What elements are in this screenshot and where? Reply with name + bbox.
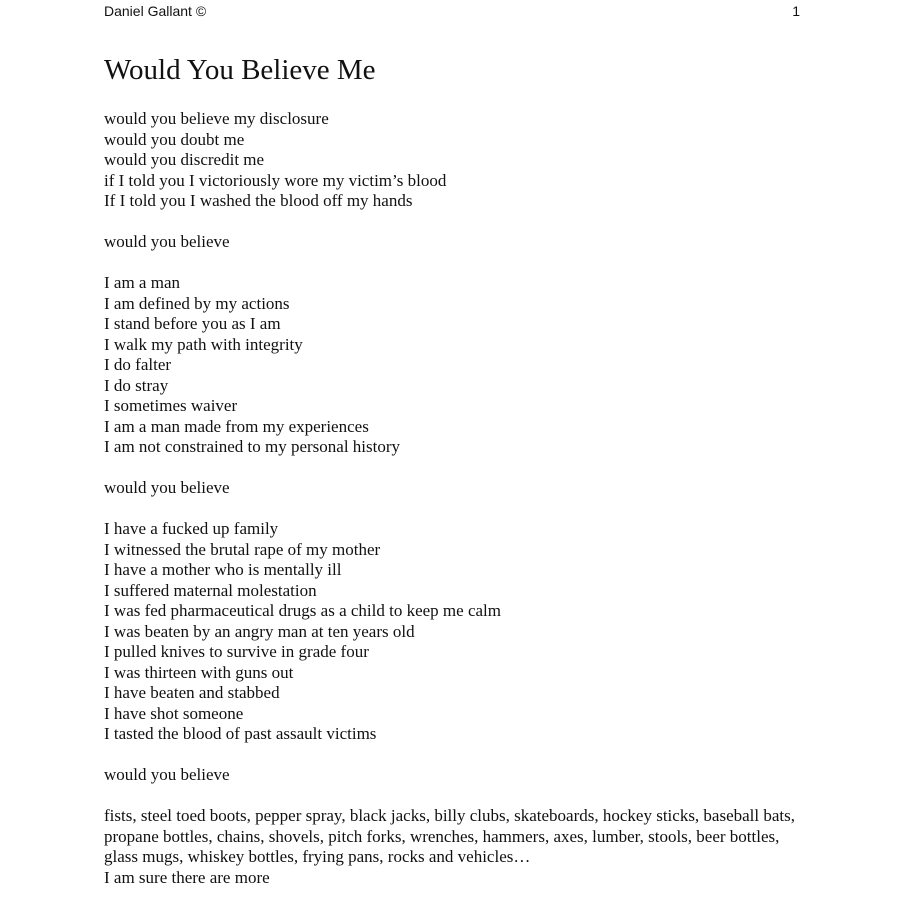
- poem-line: I was fed pharmaceutical drugs as a child to keep me calm: [104, 601, 501, 620]
- poem-line: I do falter: [104, 355, 172, 374]
- poem-line: I am not constrained to my personal history: [104, 437, 401, 456]
- closing-line: I am sure there are more: [104, 867, 270, 887]
- page-header: [104, 1, 802, 21]
- poem-line: I have a fucked up family: [104, 519, 279, 538]
- poem-line: I am defined by my actions: [104, 293, 290, 313]
- poem-line: I was beaten by an angry man at ten years old: [104, 621, 415, 641]
- poem-line: would you doubt me: [104, 129, 245, 149]
- poem-line: would you believe my disclosure: [104, 109, 329, 128]
- poem-line: if I told you I victoriously wore my victim’s blood: [104, 170, 447, 190]
- poem-line: I pulled knives to survive in grade four: [104, 642, 369, 661]
- poem-title: Would You Believe Me: [104, 54, 376, 86]
- refrain-line: would you believe: [104, 232, 230, 251]
- stanza: [104, 519, 804, 745]
- poem-line: I am a man: [104, 273, 180, 292]
- page-number: 1: [792, 3, 800, 19]
- stanza: [104, 232, 804, 253]
- poem-line: If I told you I washed the blood off my hands: [104, 191, 413, 210]
- poem-line: I do stray: [104, 375, 169, 395]
- refrain-line: would you believe: [104, 765, 230, 784]
- poem-line: I am a man made from my experiences: [104, 416, 369, 436]
- poem-line: I tasted the blood of past assault victims: [104, 724, 377, 743]
- stanza-final: [104, 806, 804, 888]
- poem-line: would you discredit me: [104, 150, 265, 169]
- poem-body: [104, 109, 804, 909]
- poem-line: I walk my path with integrity: [104, 334, 303, 354]
- poem-line: I witnessed the brutal rape of my mother: [104, 539, 381, 559]
- poem-line: I was thirteen with guns out: [104, 662, 294, 682]
- refrain-line: would you believe: [104, 478, 230, 497]
- poem-line: I stand before you as I am: [104, 314, 281, 333]
- stanza: [104, 765, 804, 786]
- poem-line: I suffered maternal molestation: [104, 580, 317, 600]
- poem-line: I have a mother who is mentally ill: [104, 560, 342, 579]
- poem-line: I have beaten and stabbed: [104, 683, 280, 702]
- poem-line: I sometimes waiver: [104, 396, 238, 415]
- stanza: [104, 109, 804, 212]
- weapons-paragraph: fists, steel toed boots, pepper spray, black jacks, billy clubs, skateboards, hockey sticks, baseball bats, propane bottles, chains, shovels, pitch forks, wrenches, hammers, axes, lumber, stools, beer bottles, glass mugs, whiskey bottles, frying pans, rocks and vehicles…: [104, 806, 796, 866]
- poem-line: I have shot someone: [104, 703, 244, 723]
- stanza: [104, 478, 804, 499]
- stanza: [104, 273, 804, 458]
- author-credit: Daniel Gallant ©: [104, 3, 207, 19]
